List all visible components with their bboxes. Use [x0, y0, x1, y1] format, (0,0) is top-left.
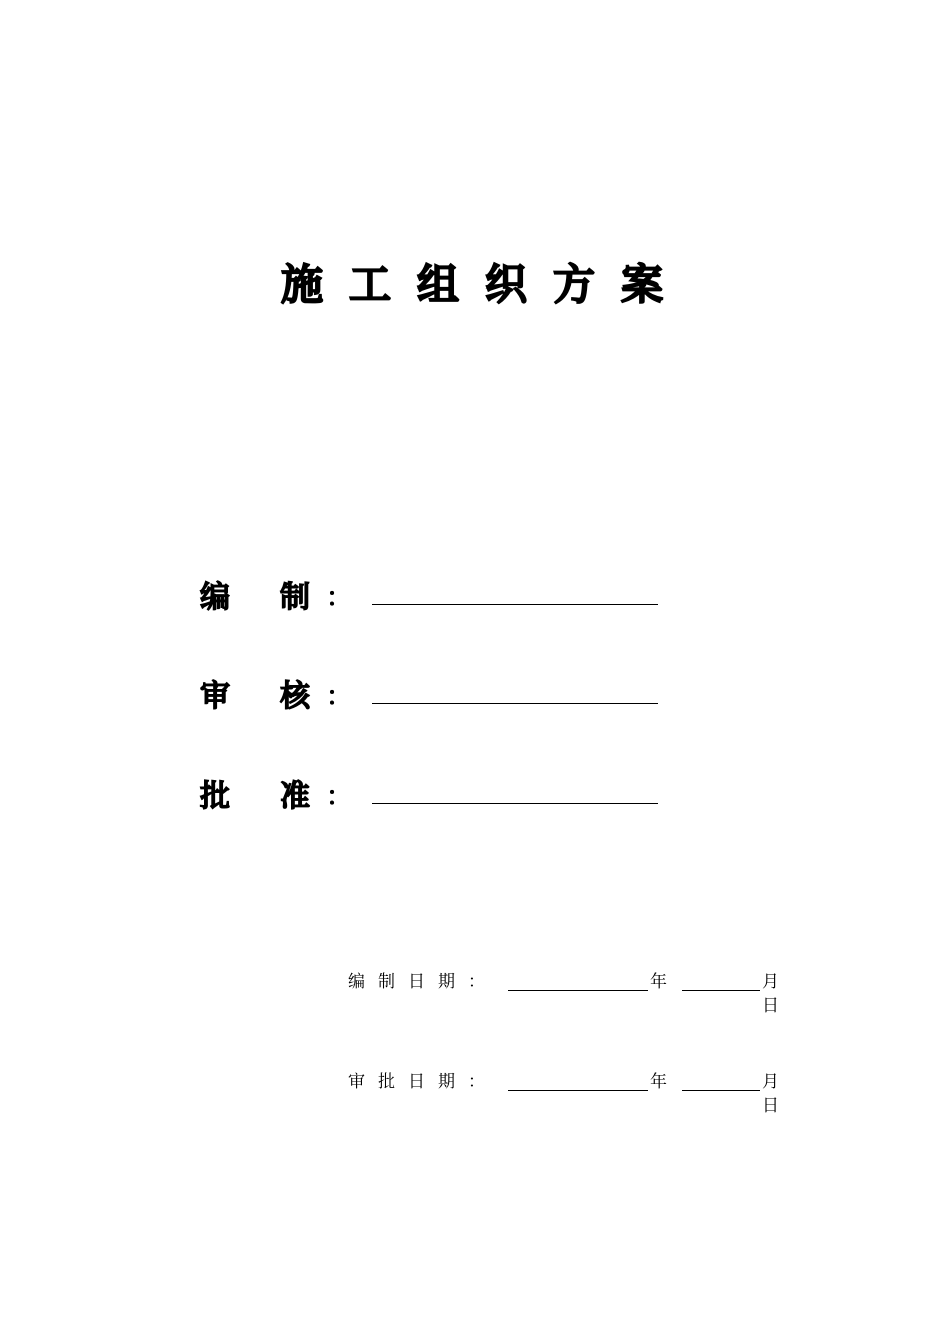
signature-row-approve: [200, 777, 670, 817]
signature-label-char: 编: [200, 580, 230, 615]
date-month-blank[interactable]: [682, 990, 760, 991]
date-year-unit: 年: [650, 972, 667, 992]
date-row-approve: [348, 1070, 788, 1120]
date-month-unit: 月: [762, 1072, 779, 1092]
signature-blank-line[interactable]: [372, 604, 658, 605]
signature-label-char: 制: [280, 580, 310, 615]
date-month-unit: 月: [762, 972, 779, 992]
date-year-blank[interactable]: [508, 1090, 648, 1091]
date-year-blank[interactable]: [508, 990, 648, 991]
date-label: 审批日期：: [348, 1072, 498, 1092]
signature-label-char: 审: [200, 679, 230, 714]
date-label: 编制日期：: [348, 972, 498, 992]
signature-blank-line[interactable]: [372, 803, 658, 804]
signature-label-char: 核: [280, 679, 310, 714]
signature-row-compile: [200, 578, 670, 618]
date-day-unit: 日: [762, 996, 779, 1016]
date-year-unit: 年: [650, 1072, 667, 1092]
date-row-compile: [348, 970, 788, 1020]
signature-blank-line[interactable]: [372, 703, 658, 704]
signature-colon: ：: [326, 682, 353, 712]
signature-colon: ：: [326, 583, 353, 613]
signature-colon: ：: [326, 782, 353, 812]
page-title: 施工组织方案: [280, 260, 689, 309]
signature-label-char: 准: [280, 779, 310, 814]
signature-label-char: 批: [200, 779, 230, 814]
date-month-blank[interactable]: [682, 1090, 760, 1091]
signature-row-review: [200, 677, 670, 717]
date-day-unit: 日: [762, 1096, 779, 1116]
